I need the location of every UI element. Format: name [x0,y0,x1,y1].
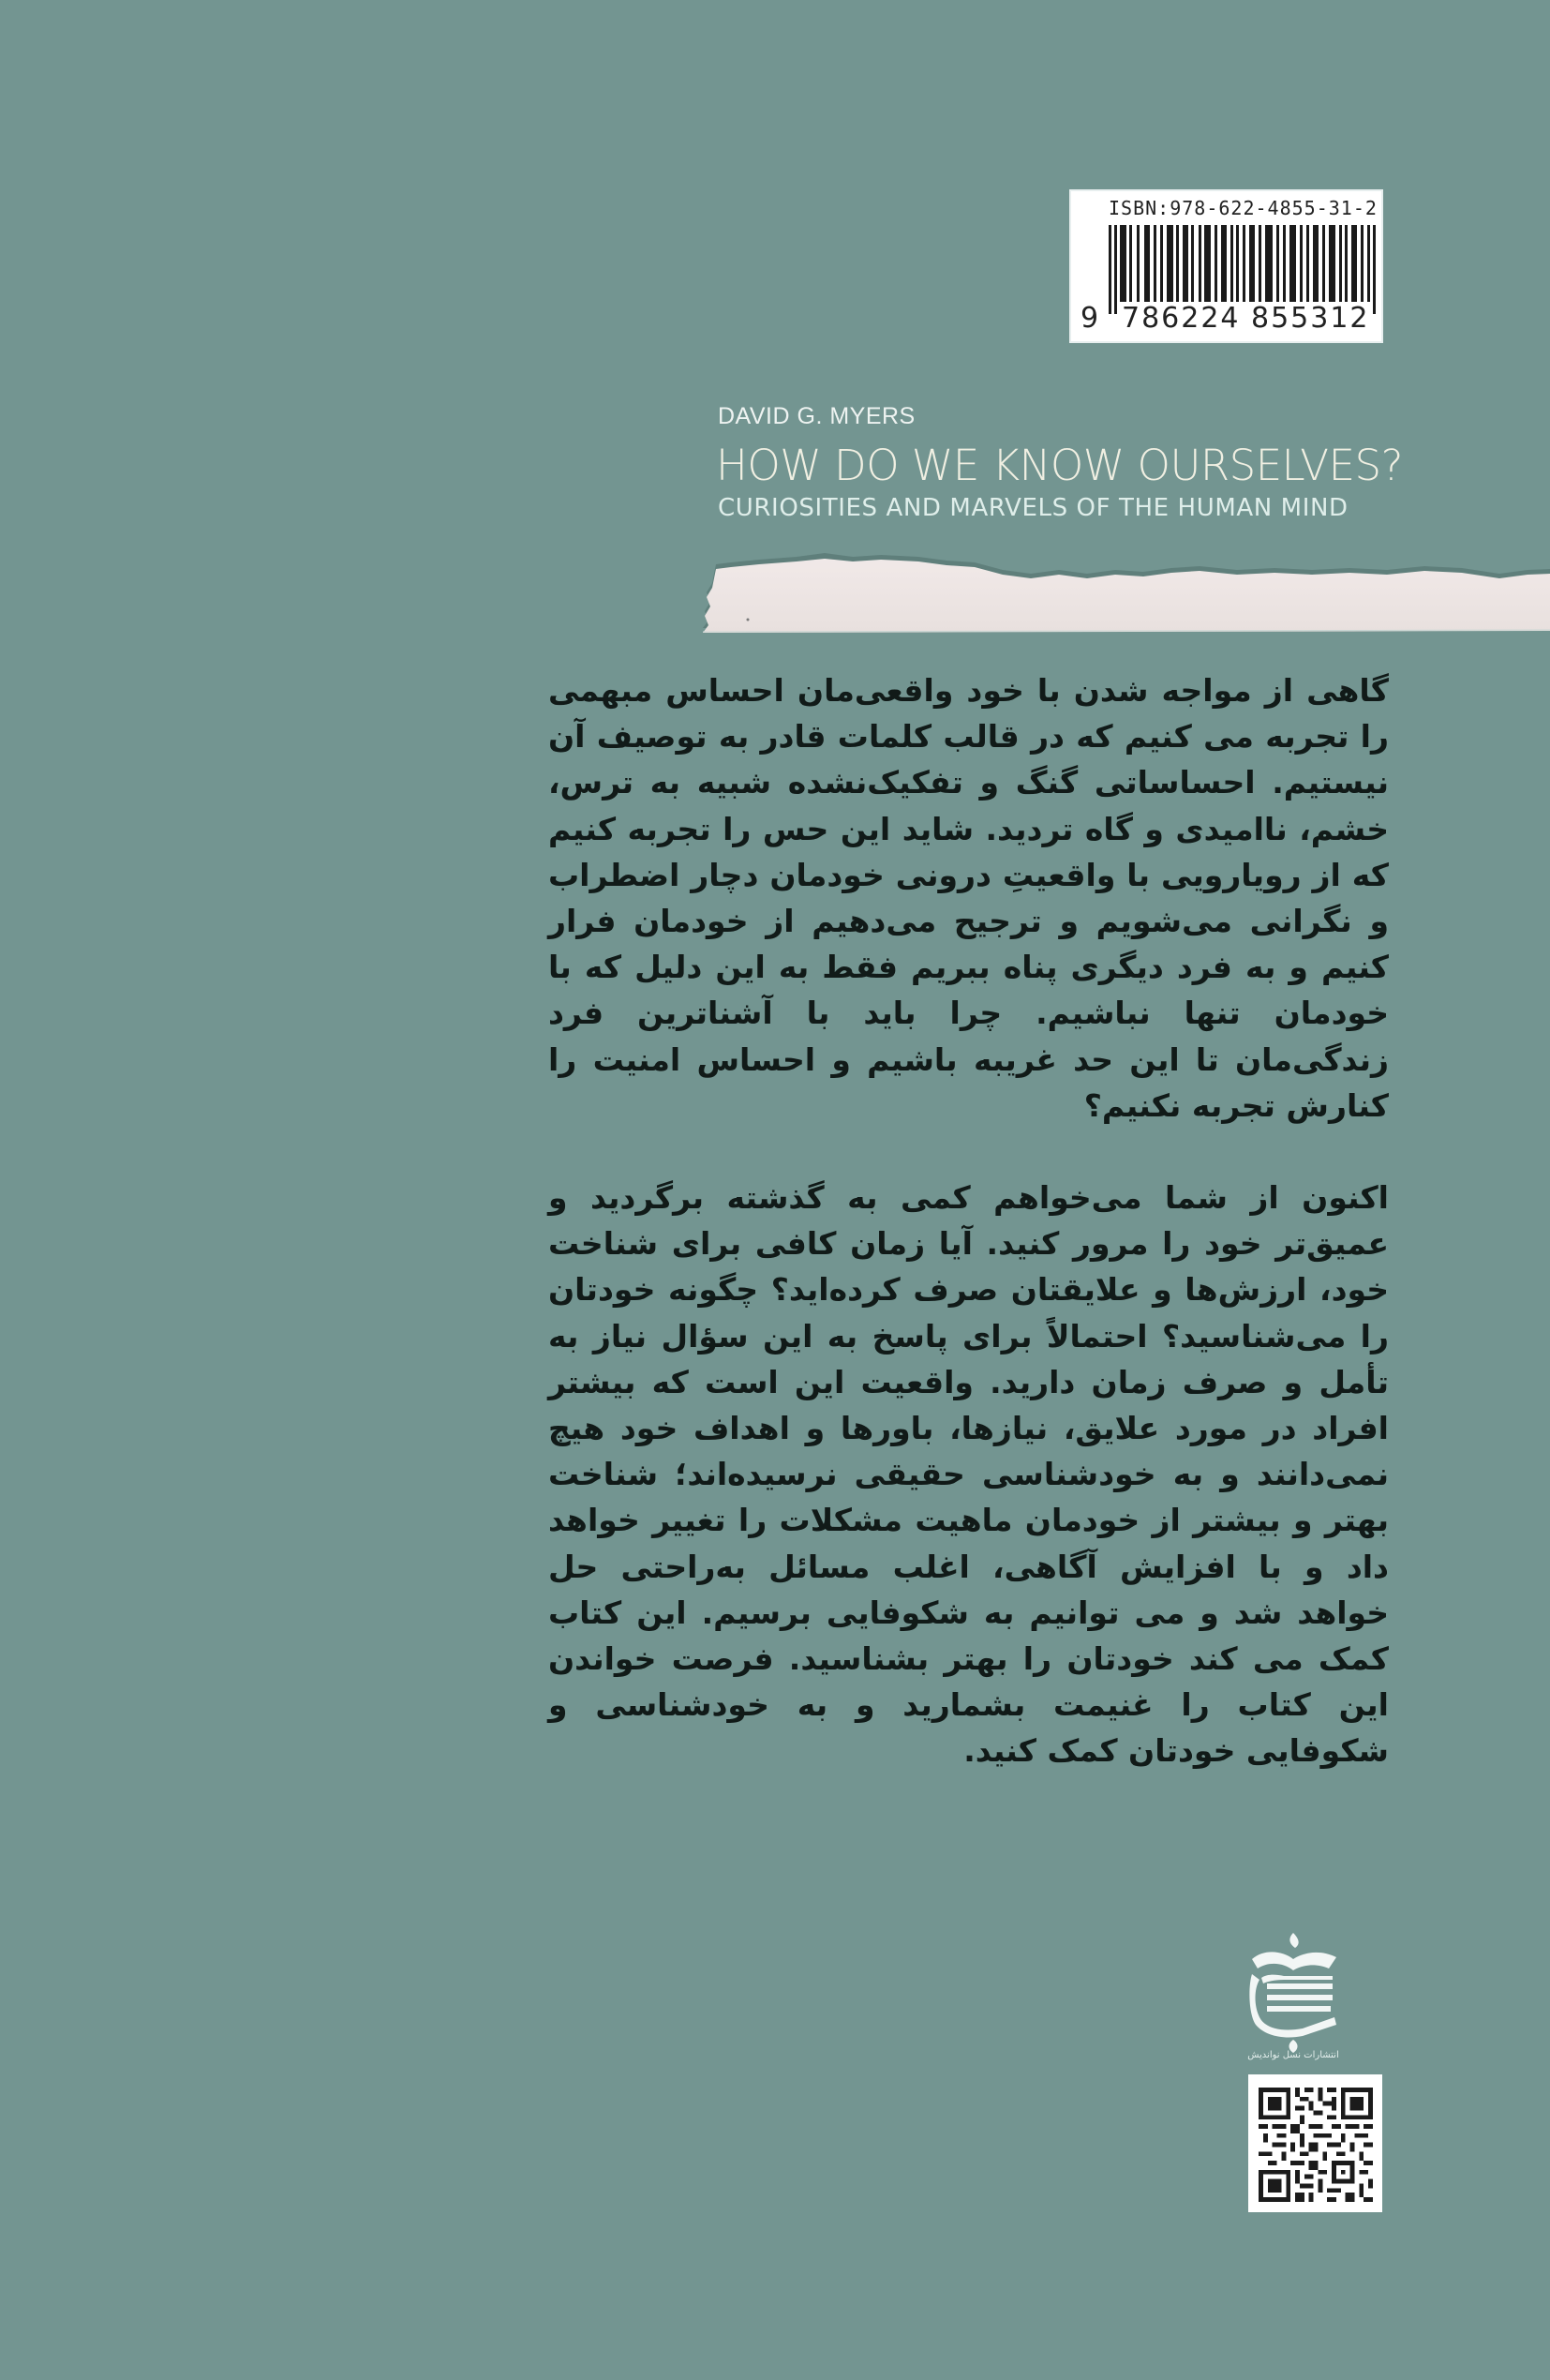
blurb-text [548,667,1389,1774]
author-name: DAVID G. MYERS [718,403,916,429]
isbn-label: ISBN:978-622-4855-31-2 [1109,197,1378,219]
barcode-icon [1109,225,1376,314]
torn-paper-strip [693,539,1550,637]
blurb-paragraph-1: گاهی از مواجه شدن با خود واقعی‌مان احساس مبهمی را تجربه می کنیم که در قالب کلمات قادر به توصیف آن نیستیم. احساساتی گنگ و تفکیک‌نشده شبیه به ترس، خشم، ناامیدی و گاه تردید. شاید این حس را تجربه کنیم که از رویارویی با واقعیتِ درونی خودمان دچار اضطراب و نگرانی می‌شویم و ترجیح می‌دهیم از خودمان فرار کنیم و به فرد دیگری پناه ببریم فقط به این دلیل که با خودمان تنها نباشیم. چرا باید با آشناترین فرد زندگی‌مان تا این حد غریبه باشیم و احساس امنیت را کنارش تجربه نکنیم؟ [548,672,1389,1124]
blurb-paragraph-2: اکنون از شما می‌خواهم کمی به گذشته برگردید و عمیق‌تر خود را مرور کنید. آیا زمان کافی برای شناخت خود، ارزش‌ها و علایقتان صرف کرده‌اید؟ چگونه خودتان را می‌شناسید؟ احتمالاً برای پاسخ به این سؤال نیاز به تأمل و صرف زمان دارید. واقعیت این است که بیشتر افراد در مورد علایق، نیازها، باورها و اهداف خود هیچ نمی‌دانند و به خودشناسی حقیقی نرسیده‌اند؛ شناخت بهتر و بیشتر از خودمان ماهیت مشکلات را تغییر خواهد داد و با افزایش آگاهی، اغلب مسائل به‌راحتی حل خواهد شد و می توانیم به شکوفایی برسیم. این کتاب کمک می کند خودتان را بهتر بشناسید. فرصت خواندن این کتاب را غنیمت بشمارید و به خودشناسی و شکوفایی خودتان کمک کنید. [548,1179,1389,1770]
qr-code[interactable] [1248,2074,1382,2212]
isbn-barcode [1069,189,1383,343]
publisher-logo-icon [1246,1931,1340,2062]
qr-code-icon [1259,2088,1373,2202]
isbn-digits-group-2: 855312 [1251,302,1370,335]
isbn-first-digit: 9 [1081,302,1099,335]
publisher-name: انتشارات نسل نواندیش [1247,2050,1339,2060]
book-title: HOW DO WE KNOW OURSELVES? [716,441,1403,490]
isbn-digits-group-1: 786224 [1122,302,1241,335]
book-subtitle: CURIOSITIES AND MARVELS OF THE HUMAN MIND [718,494,1349,522]
